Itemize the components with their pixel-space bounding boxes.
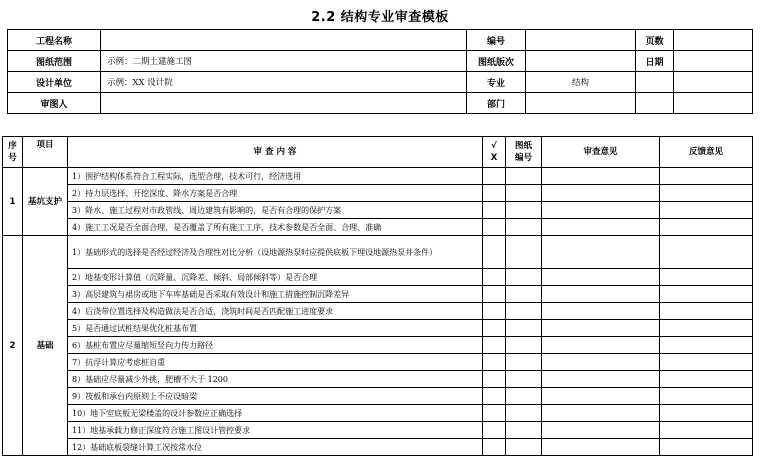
feedback-cell[interactable] <box>660 236 753 269</box>
design-unit-label: 设计单位 <box>8 72 101 93</box>
seq-header-line2: 号 <box>8 153 17 163</box>
check-cell[interactable] <box>483 354 506 371</box>
feedback-cell[interactable] <box>660 168 753 185</box>
table-row <box>3 405 753 422</box>
version-field[interactable] <box>526 51 636 72</box>
feedback-cell[interactable] <box>660 286 753 303</box>
opinion-cell[interactable] <box>542 405 660 422</box>
check-cell[interactable] <box>483 286 506 303</box>
table-row <box>3 439 753 456</box>
table-row <box>3 422 753 439</box>
check-cell[interactable] <box>483 236 506 269</box>
feedback-cell[interactable] <box>660 202 753 219</box>
seq-header-line1: 序 <box>8 141 17 151</box>
review-item: 10）地下室底板无梁楼盖的设计参数应正确选择 <box>68 405 483 422</box>
opinion-cell[interactable] <box>542 371 660 388</box>
discipline-label: 专业 <box>467 72 526 93</box>
empty-cell <box>636 72 674 93</box>
design-unit-field[interactable]: 示例：XX 设计院 <box>101 72 467 93</box>
empty-cell <box>674 93 753 114</box>
review-item: 9）筏板和承台内原则上不应设暗梁 <box>68 388 483 405</box>
review-item: 6）基桩布置应尽量缩短竖向力传力路径 <box>68 337 483 354</box>
drawing-no-cell[interactable] <box>506 388 542 405</box>
feedback-cell[interactable] <box>660 303 753 320</box>
drawing-no-cell[interactable] <box>506 405 542 422</box>
review-item: 8）基础应尽量减少外挑，肥槽不大于 1200 <box>68 371 483 388</box>
check-cell[interactable] <box>483 303 506 320</box>
feedback-cell[interactable] <box>660 439 753 456</box>
check-cell[interactable] <box>483 320 506 337</box>
review-table <box>2 136 753 456</box>
feedback-cell[interactable] <box>660 405 753 422</box>
opinion-cell[interactable] <box>542 185 660 202</box>
drawing-no-cell[interactable] <box>506 337 542 354</box>
discipline-field[interactable]: 结构 <box>526 72 636 93</box>
drawing-no-cell[interactable] <box>506 168 542 185</box>
table-row <box>3 388 753 405</box>
opinion-cell[interactable] <box>542 422 660 439</box>
drawing-header-line1: 图纸 <box>514 141 532 151</box>
pages-label: 页数 <box>636 30 674 51</box>
feedback-cell[interactable] <box>660 269 753 286</box>
check-cell[interactable] <box>483 388 506 405</box>
table-row <box>3 354 753 371</box>
feedback-cell[interactable] <box>660 337 753 354</box>
feedback-cell[interactable] <box>660 371 753 388</box>
table-row <box>3 337 753 354</box>
review-item: 7）抗浮计算应考虑桩自重 <box>68 354 483 371</box>
drawing-no-header <box>506 137 542 168</box>
reviewer-label: 审图人 <box>8 93 101 114</box>
check-cell[interactable] <box>483 168 506 185</box>
group-item: 基坑支护 <box>23 168 68 236</box>
group-seq: 1 <box>3 168 23 236</box>
drawing-no-cell[interactable] <box>506 303 542 320</box>
opinion-cell[interactable] <box>542 236 660 269</box>
opinion-cell[interactable] <box>542 286 660 303</box>
opinion-header: 审查意见 <box>542 137 660 168</box>
number-field[interactable] <box>526 30 636 51</box>
drawing-no-cell[interactable] <box>506 286 542 303</box>
feedback-cell[interactable] <box>660 422 753 439</box>
table-row <box>3 202 753 219</box>
opinion-cell[interactable] <box>542 303 660 320</box>
table-row <box>3 320 753 337</box>
project-info-table <box>7 29 753 114</box>
seq-header <box>3 137 23 168</box>
drawing-no-cell[interactable] <box>506 219 542 236</box>
opinion-cell[interactable] <box>542 439 660 456</box>
check-cell[interactable] <box>483 269 506 286</box>
department-label: 部门 <box>467 93 526 114</box>
drawing-no-cell[interactable] <box>506 185 542 202</box>
opinion-cell[interactable] <box>542 388 660 405</box>
opinion-cell[interactable] <box>542 269 660 286</box>
drawing-no-cell[interactable] <box>506 236 542 269</box>
table-row <box>3 269 753 286</box>
check-header-line2: X <box>490 153 498 163</box>
drawing-no-cell[interactable] <box>506 202 542 219</box>
drawing-no-cell[interactable] <box>506 354 542 371</box>
empty-cell <box>674 72 753 93</box>
table-row <box>3 371 753 388</box>
review-item: 1）基础形式的选择是否经过经济及合理性对比分析（设地源热泵时应提供底板下埋设地源热泵井条件） <box>68 236 483 269</box>
opinion-cell[interactable] <box>542 354 660 371</box>
number-label: 编号 <box>467 30 526 51</box>
review-item: 4）后浇带位置选择及构造做法是否合适，浇筑时间是否匹配施工进度要求 <box>68 303 483 320</box>
drawing-header-line2: 编号 <box>514 153 532 163</box>
feedback-cell[interactable] <box>660 354 753 371</box>
table-row <box>3 185 753 202</box>
scope-label: 图纸范围 <box>8 51 101 72</box>
pages-field[interactable] <box>674 30 753 51</box>
feedback-cell[interactable] <box>660 185 753 202</box>
review-item: 3）降水、施工过程对市政管线、周边建筑有影响的，是否有合理的保护方案 <box>68 202 483 219</box>
feedback-cell[interactable] <box>660 320 753 337</box>
feedback-header: 反馈意见 <box>660 137 753 168</box>
table-row <box>3 236 753 269</box>
item-header: 项目 <box>23 137 68 168</box>
feedback-cell[interactable] <box>660 388 753 405</box>
drawing-no-cell[interactable] <box>506 269 542 286</box>
opinion-cell[interactable] <box>542 320 660 337</box>
empty-cell <box>636 93 674 114</box>
drawing-no-cell[interactable] <box>506 320 542 337</box>
check-header-line1: √ <box>491 141 497 151</box>
opinion-cell[interactable] <box>542 337 660 354</box>
check-cell[interactable] <box>483 219 506 236</box>
date-label: 日期 <box>636 51 674 72</box>
review-item: 5）是否通过试桩结果优化桩基布置 <box>68 320 483 337</box>
reviewer-field[interactable] <box>101 93 467 114</box>
review-item: 2）持力层选择、开挖深度、降水方案是否合理 <box>68 185 483 202</box>
check-header <box>483 137 506 168</box>
review-item: 1）围护结构体系符合工程实际，选型合理，技术可行，经济选用 <box>68 168 483 185</box>
project-name-field[interactable] <box>101 30 467 51</box>
table-row <box>3 286 753 303</box>
check-cell[interactable] <box>483 422 506 439</box>
info-row <box>8 93 753 114</box>
drawing-no-cell[interactable] <box>506 439 542 456</box>
scope-field[interactable]: 示例：二期土建施工图 <box>101 51 467 72</box>
info-row <box>8 30 753 51</box>
group-item: 基础 <box>23 236 68 456</box>
opinion-cell[interactable] <box>542 168 660 185</box>
department-field[interactable] <box>526 93 636 114</box>
check-cell[interactable] <box>483 185 506 202</box>
table-row <box>3 303 753 320</box>
info-row <box>8 72 753 93</box>
check-cell[interactable] <box>483 405 506 422</box>
review-item: 2）地基变形计算值（沉降量、沉降差、倾斜、局部倾斜等）是否合理 <box>68 269 483 286</box>
opinion-cell[interactable] <box>542 202 660 219</box>
content-header: 审 查 内 容 <box>68 137 483 168</box>
date-field[interactable] <box>674 51 753 72</box>
review-header-row <box>3 137 753 168</box>
check-cell[interactable] <box>483 439 506 456</box>
version-label: 图纸版次 <box>467 51 526 72</box>
table-row <box>3 219 753 236</box>
info-row <box>8 51 753 72</box>
drawing-no-cell[interactable] <box>506 422 542 439</box>
opinion-cell[interactable] <box>542 219 660 236</box>
review-item: 4）施工工况是否全面合理，是否覆盖了所有施工工序，技术参数是否全面、合理、准确 <box>68 219 483 236</box>
review-item: 12）基础底板裂缝计算工况按常水位 <box>68 439 483 456</box>
page-title: 2.2 结构专业审查模板 <box>311 10 449 25</box>
check-cell[interactable] <box>483 371 506 388</box>
table-row <box>3 168 753 185</box>
project-name-label: 工程名称 <box>8 30 101 51</box>
review-item: 11）地基承载力修正深度符合施工图设计管控要求 <box>68 422 483 439</box>
drawing-no-cell[interactable] <box>506 371 542 388</box>
group-seq: 2 <box>3 236 23 456</box>
check-cell[interactable] <box>483 337 506 354</box>
review-item: 3）高层建筑与裙房或地下车库基础是否采取有效设计和施工措施控制沉降差异 <box>68 286 483 303</box>
feedback-cell[interactable] <box>660 219 753 236</box>
check-cell[interactable] <box>483 202 506 219</box>
